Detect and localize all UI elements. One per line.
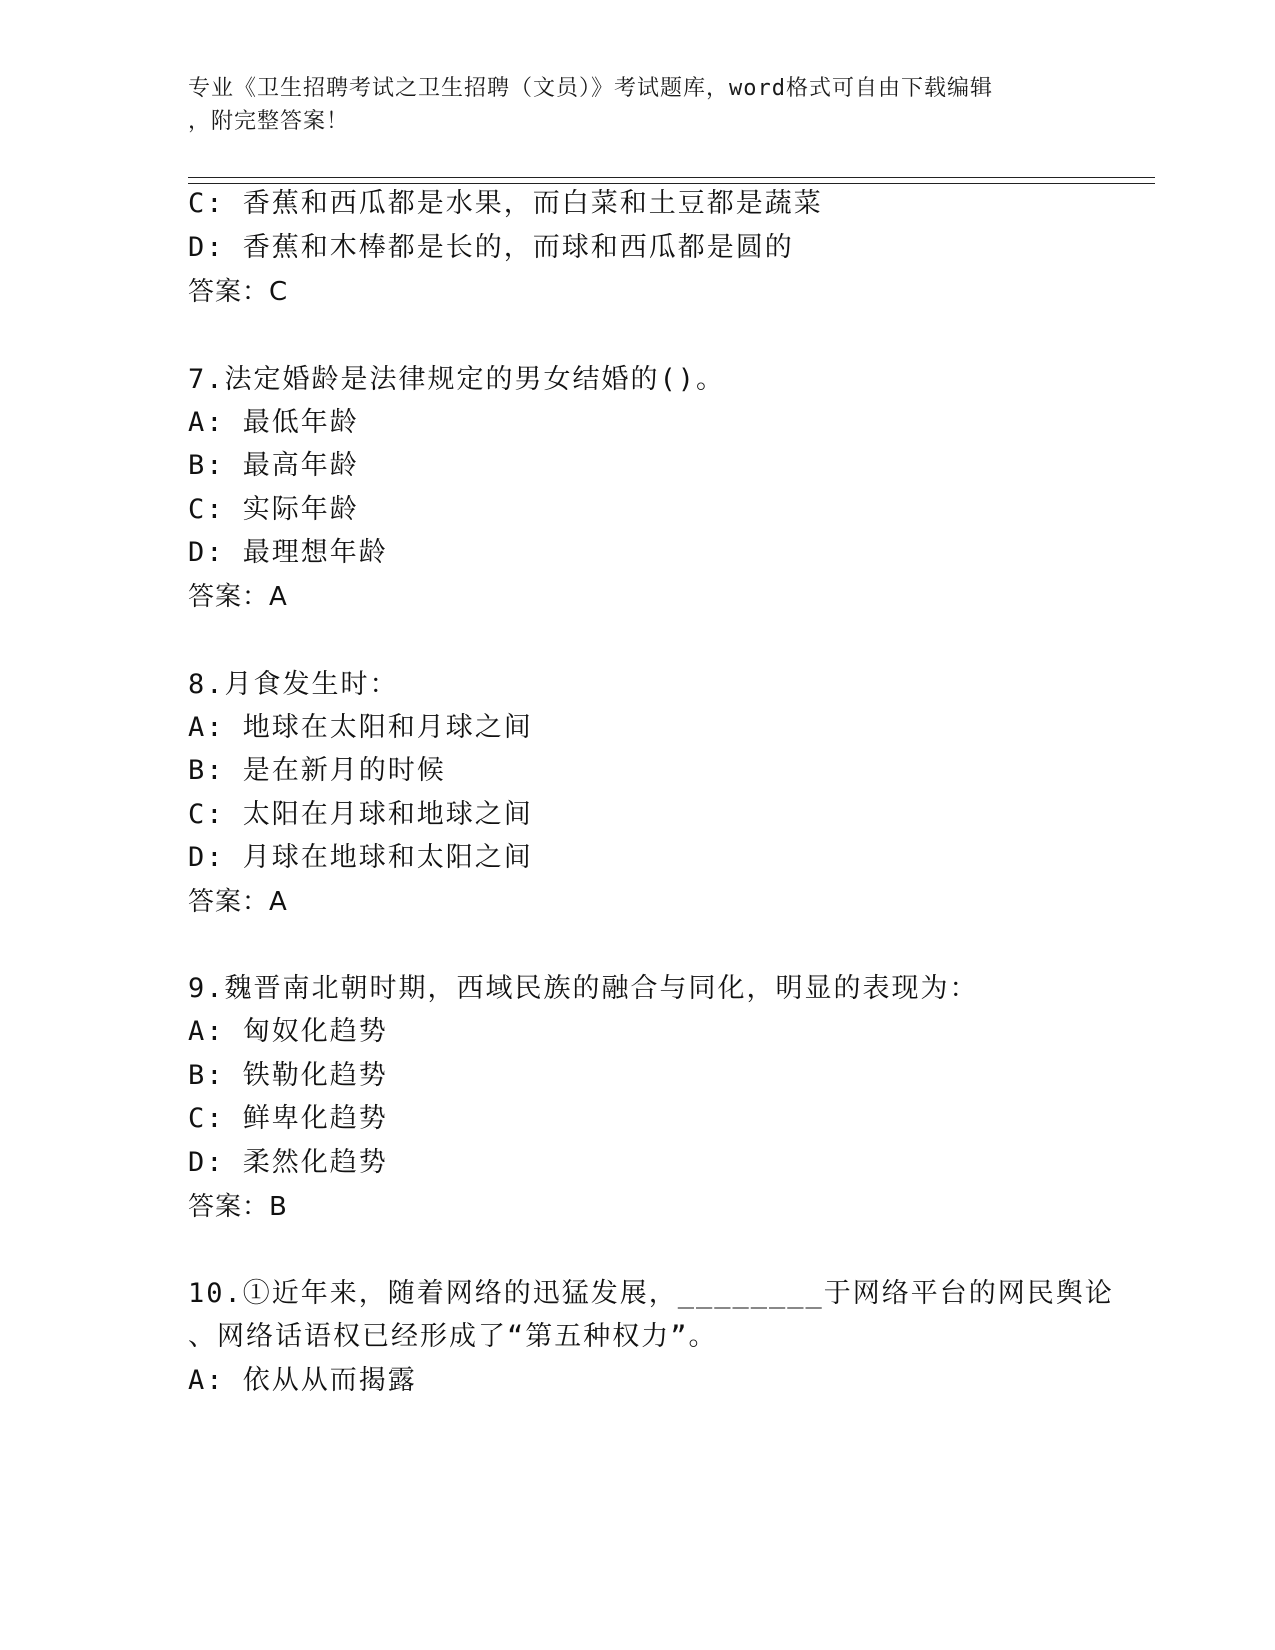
question-7-stem: 7.法定婚龄是法律规定的男女结婚的()。 (188, 364, 726, 395)
answer-q8: 答案：A (188, 887, 288, 917)
option-q9-c: C: 鲜卑化趋势 (188, 1103, 388, 1134)
answer-q6: 答案：C (188, 277, 289, 307)
option-q7-a: A: 最低年龄 (188, 407, 359, 438)
option-q7-b: B: 最高年龄 (188, 450, 359, 481)
option-q6-d: D: 香蕉和木棒都是长的，而球和西瓜都是圆的 (188, 232, 794, 263)
option-q9-a: A: 匈奴化趋势 (188, 1016, 388, 1047)
question-10-stem-line-1: 10.①近年来，随着网络的迅猛发展，________于网络平台的网民舆论 (188, 1278, 1114, 1309)
option-q6-c: C: 香蕉和西瓜都是水果，而白菜和土豆都是蔬菜 (188, 188, 823, 219)
question-9-stem: 9.魏晋南北朝时期，西域民族的融合与同化，明显的表现为： (188, 973, 979, 1004)
question-8-stem: 8.月食发生时： (188, 669, 399, 700)
header-divider-top (188, 177, 1155, 178)
header-line-2: ，附完整答案！ (188, 109, 350, 134)
option-q9-d: D: 柔然化趋势 (188, 1147, 388, 1178)
option-q7-c: C: 实际年龄 (188, 494, 359, 525)
option-q8-a: A: 地球在太阳和月球之间 (188, 712, 533, 743)
option-q7-d: D: 最理想年龄 (188, 537, 388, 568)
answer-q9: 答案：B (188, 1192, 288, 1222)
option-q9-b: B: 铁勒化趋势 (188, 1060, 388, 1091)
answer-q7: 答案：A (188, 582, 288, 612)
header-line-1: 专业《卫生招聘考试之卫生招聘（文员）》考试题库，word格式可自由下载编辑 (188, 76, 993, 101)
option-q8-b: B: 是在新月的时候 (188, 755, 446, 786)
option-q8-c: C: 太阳在月球和地球之间 (188, 799, 533, 830)
header-divider-bottom (188, 183, 1155, 184)
question-10-stem-line-2: 、网络话语权已经形成了“第五种权力”。 (188, 1321, 718, 1352)
option-q10-a: A: 依从从而揭露 (188, 1365, 417, 1396)
option-q8-d: D: 月球在地球和太阳之间 (188, 842, 533, 873)
document-header (188, 72, 1068, 138)
